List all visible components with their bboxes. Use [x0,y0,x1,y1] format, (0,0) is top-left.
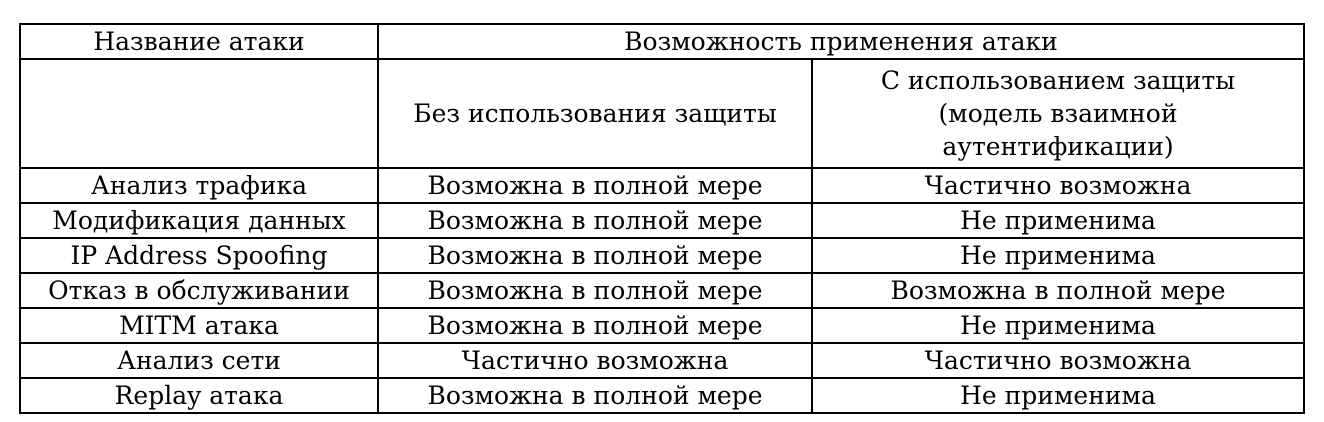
header-with-protection-line: (модель взаимной [938,99,1178,128]
with-protection-cell: Не применима [812,308,1304,343]
without-protection-cell: Возможна в полной мере [378,203,812,238]
header-row-1 [20,24,1304,59]
table-row [20,378,1304,413]
attack-name-cell: Replay атака [20,378,378,413]
with-protection-cell: Не применима [812,238,1304,273]
attack-name-cell: Анализ сети [20,343,378,378]
without-protection-cell: Возможна в полной мере [378,378,812,413]
attack-name-cell: Модификация данных [20,203,378,238]
header-without-protection: Без использования защиты [378,59,812,168]
header-applicability: Возможность применения атаки [378,24,1304,59]
with-protection-cell: Частично возможна [812,168,1304,203]
table-row [20,203,1304,238]
attack-name-cell: Анализ трафика [20,168,378,203]
with-protection-cell: Частично возможна [812,343,1304,378]
without-protection-cell: Возможна в полной мере [378,308,812,343]
without-protection-cell: Возможна в полной мере [378,168,812,203]
table-row [20,168,1304,203]
header-row-2 [20,59,1304,168]
attack-name-cell: Отказ в обслуживании [20,273,378,308]
header-with-protection-line: С использованием защиты [880,66,1236,95]
header-empty-cell [20,59,378,168]
with-protection-cell: Не применима [812,203,1304,238]
table-row [20,343,1304,378]
with-protection-cell: Не применима [812,378,1304,413]
table-row [20,238,1304,273]
table-row [20,273,1304,308]
header-attack-name: Название атаки [20,24,378,59]
attack-name-cell: MITM атака [20,308,378,343]
without-protection-cell: Возможна в полной мере [378,238,812,273]
table-row [20,308,1304,343]
header-with-protection [812,59,1304,168]
header-with-protection-line: аутентификации) [942,132,1174,161]
without-protection-cell: Возможна в полной мере [378,273,812,308]
attack-name-cell: IP Address Spoofing [20,238,378,273]
without-protection-cell: Частично возможна [378,343,812,378]
with-protection-cell: Возможна в полной мере [812,273,1304,308]
attack-comparison-table [19,23,1305,414]
